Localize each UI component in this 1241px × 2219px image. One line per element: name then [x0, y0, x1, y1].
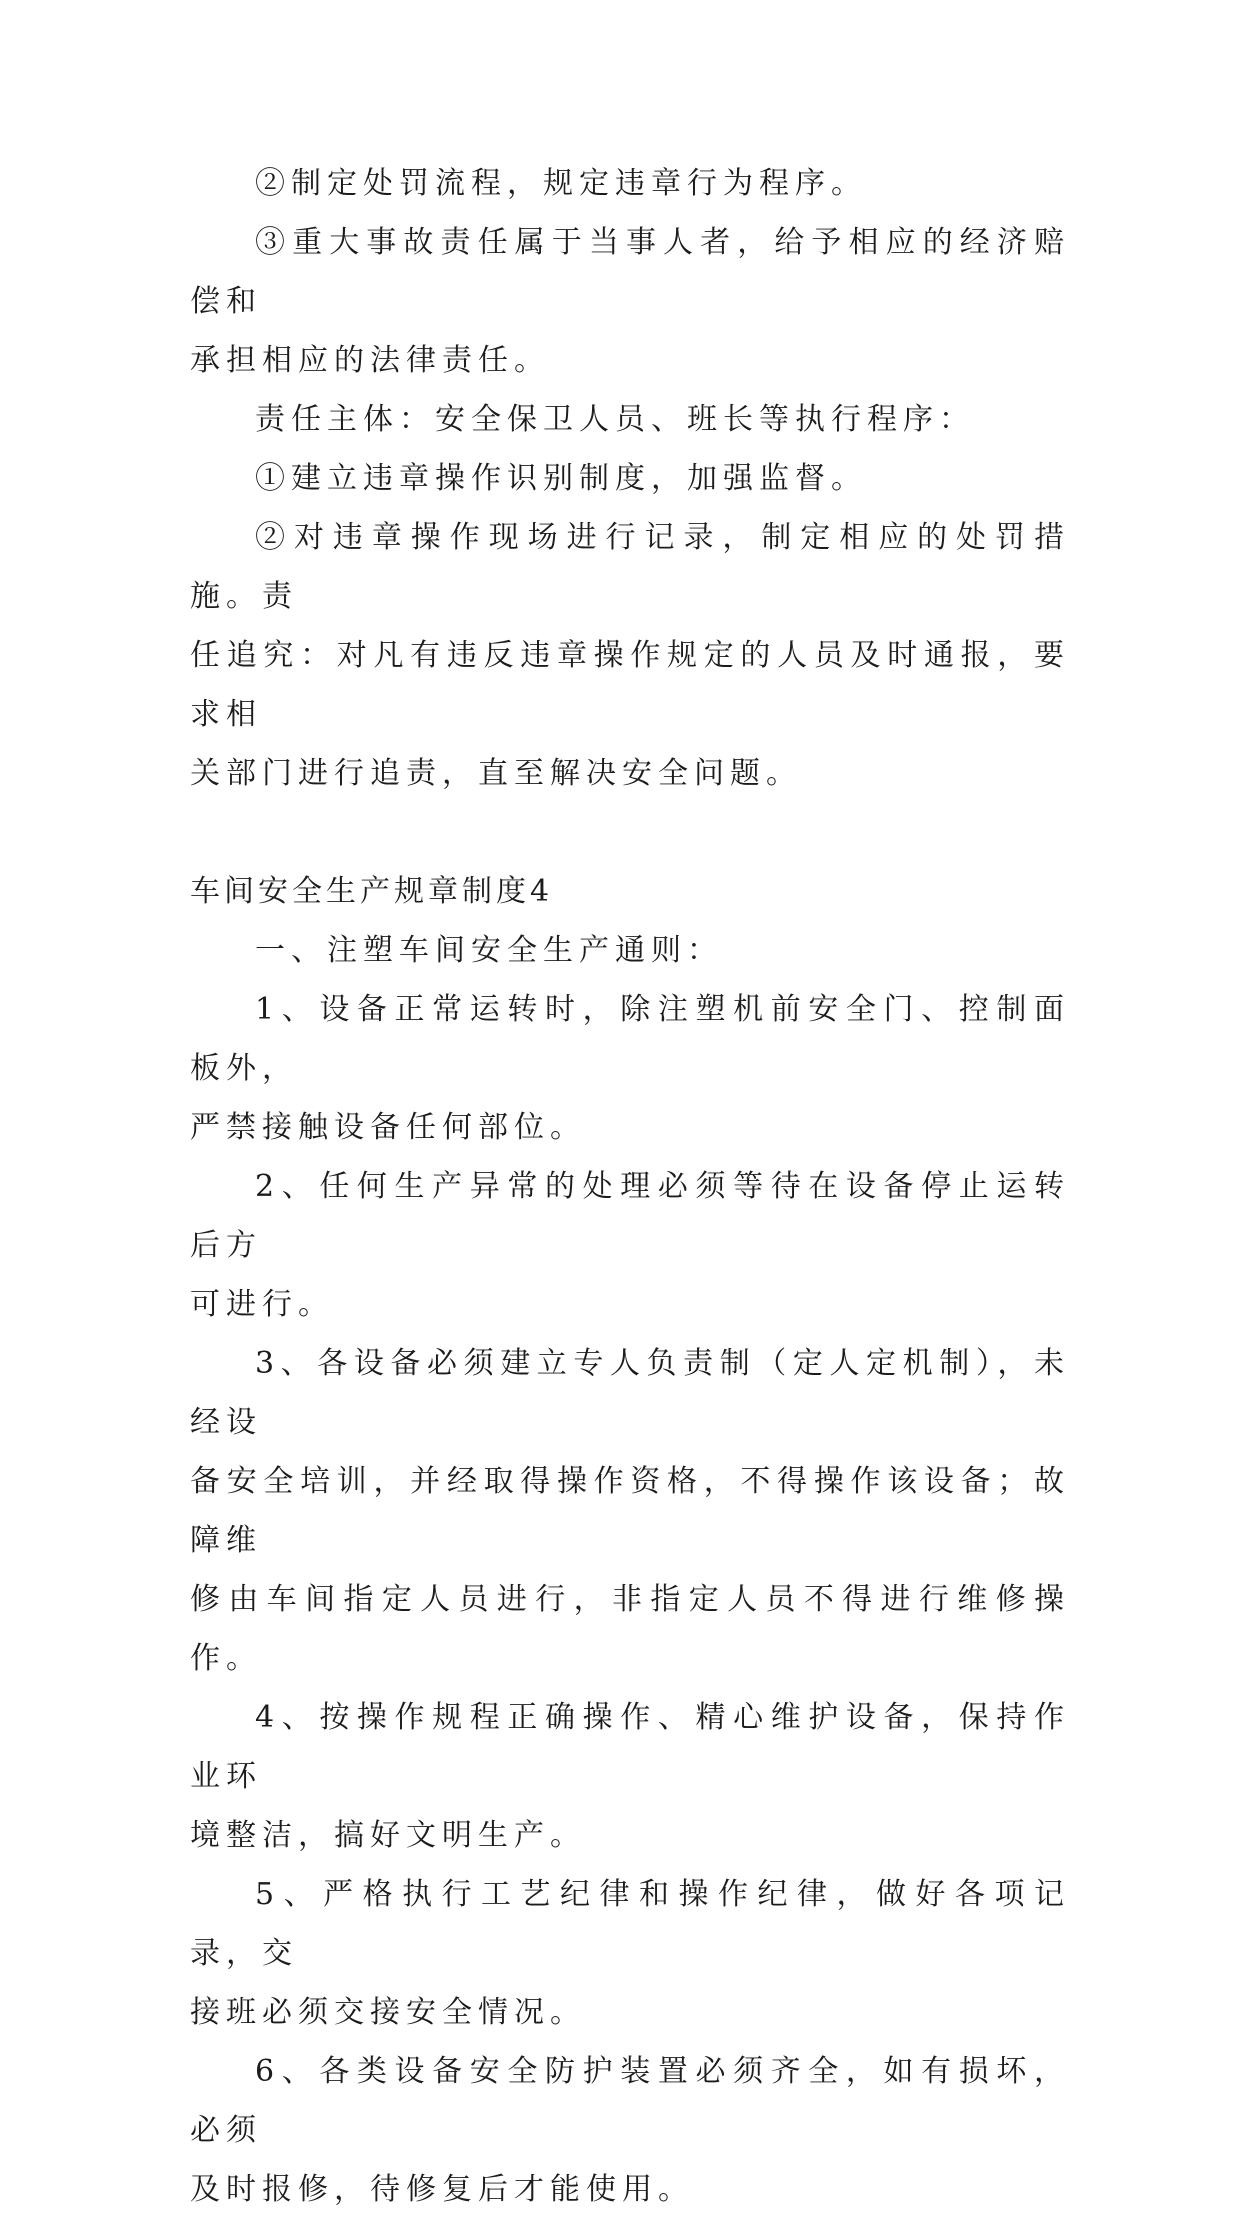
paragraph-penalty-process	[190, 154, 1070, 213]
document-body	[190, 154, 1070, 2219]
text-line: 1、设备正常运转时，除注塑机前安全门、控制面板外，	[190, 992, 1070, 1086]
paragraph-rule-6	[190, 2042, 1070, 2219]
paragraph-rule-5	[190, 1865, 1070, 2042]
text-line: 2、任何生产异常的处理必须等待在设备停止运转后方	[190, 1169, 1070, 1263]
paragraph-rule-4	[190, 1688, 1070, 1865]
text-line: 严禁接触设备任何部位。	[190, 1110, 586, 1145]
paragraph-violation-identification	[190, 449, 1070, 508]
text-line: ①建立违章操作识别制度，加强监督。	[255, 461, 867, 496]
paragraph-rule-2	[190, 1157, 1070, 1334]
section-title: 车间安全生产规章制度4	[190, 874, 554, 909]
text-line: ②对违章操作现场进行记录，制定相应的处罚措施。责	[190, 520, 1070, 614]
paragraph-rule-1	[190, 980, 1070, 1157]
text-line: 可进行。	[190, 1287, 334, 1322]
paragraph-major-accident-liability	[190, 213, 1070, 390]
text-line: 及时报修，待修复后才能使用。	[190, 2172, 694, 2207]
text-line: ③重大事故责任属于当事人者，给予相应的经济赔偿和	[190, 225, 1070, 319]
text-line: 修由车间指定人员进行，非指定人员不得进行维修操作。	[190, 1582, 1070, 1676]
paragraph-rule-3	[190, 1334, 1070, 1688]
paragraph-responsible-party	[190, 390, 1070, 449]
text-line: 境整洁，搞好文明生产。	[190, 1818, 586, 1853]
paragraph-general-rules	[190, 921, 1070, 980]
text-line: 承担相应的法律责任。	[190, 343, 550, 378]
section-spacer	[190, 803, 1070, 862]
text-line: ②制定处罚流程，规定违章行为程序。	[255, 166, 867, 201]
text-line: 关部门进行追责，直至解决安全问题。	[190, 756, 802, 791]
text-line: 4、按操作规程正确操作、精心维护设备，保持作业环	[190, 1700, 1070, 1794]
text-line: 6、各类设备安全防护装置必须齐全，如有损坏，必须	[190, 2054, 1070, 2148]
text-line: 责任主体：安全保卫人员、班长等执行程序：	[255, 402, 975, 437]
text-line: 任追究：对凡有违反违章操作规定的人员及时通报，要求相	[190, 638, 1070, 732]
text-line: 一、注塑车间安全生产通则：	[255, 933, 723, 968]
text-line: 3、各设备必须建立专人负责制（定人定机制），未经设	[190, 1346, 1070, 1440]
paragraph-violation-recording	[190, 508, 1070, 803]
text-line: 5、严格执行工艺纪律和操作纪律，做好各项记录，交	[190, 1877, 1070, 1971]
text-line: 备安全培训，并经取得操作资格，不得操作该设备；故障维	[190, 1464, 1070, 1558]
text-line: 接班必须交接安全情况。	[190, 1995, 586, 2030]
